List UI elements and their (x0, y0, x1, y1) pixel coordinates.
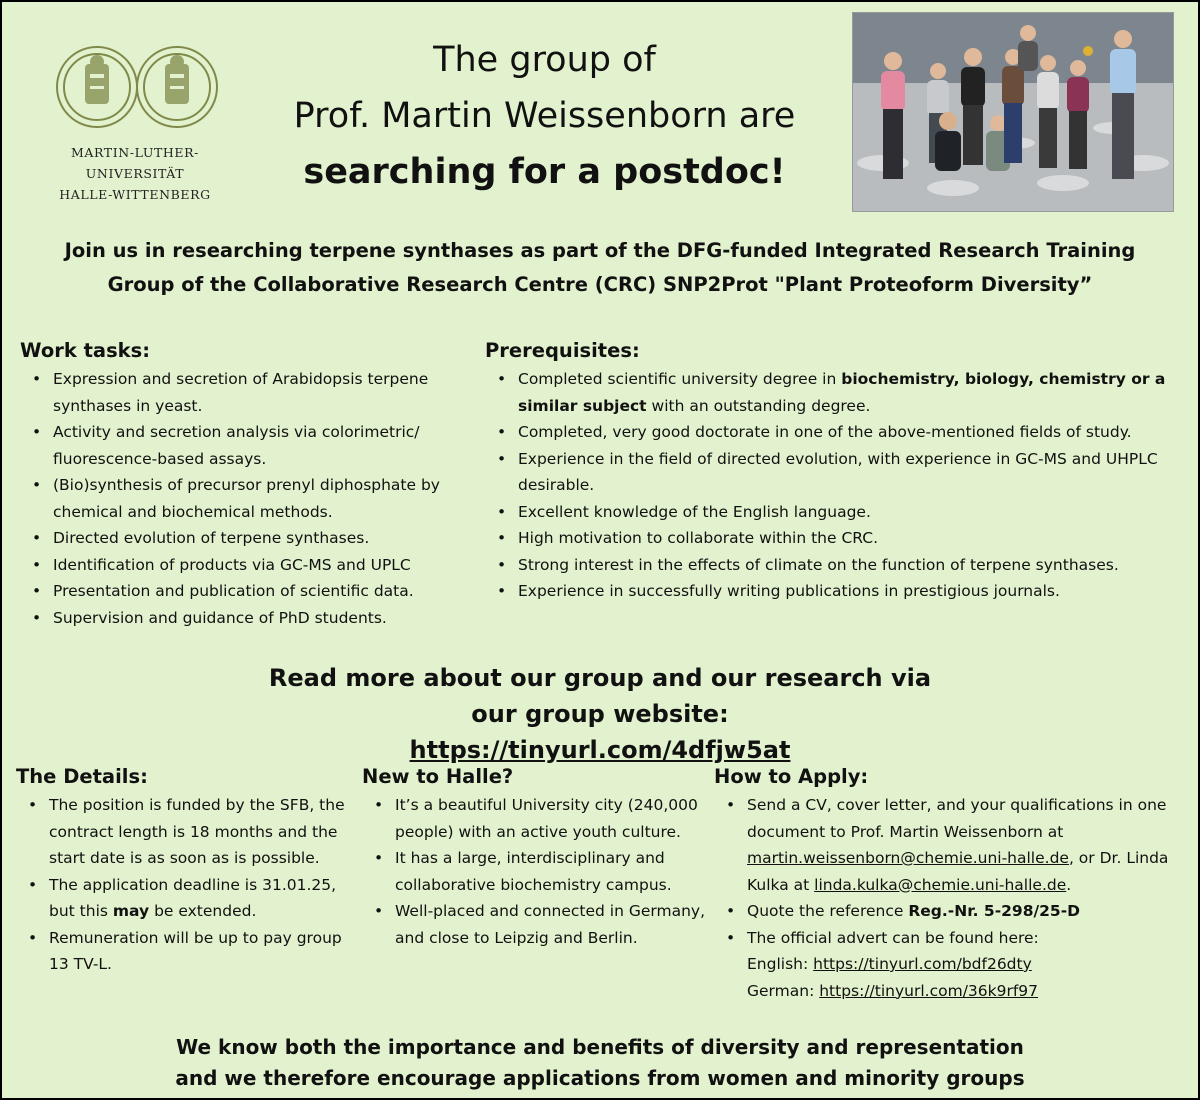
work-tasks-list (20, 366, 475, 631)
halle-title: New to Halle? (362, 765, 514, 788)
apply-title: How to Apply: (714, 765, 869, 788)
list-item: • High motivation to collaborate within the CRC. (485, 525, 1190, 552)
prerequisites-list (485, 366, 1190, 605)
headline (257, 32, 832, 200)
list-item: • Well-placed and connected in Germany, and close to Leipzig and Berlin. (362, 898, 712, 951)
apply-item3: The official advert can be found here: (747, 928, 1039, 947)
email-link-kulka[interactable]: linda.kulka@chemie.uni-halle.de (814, 875, 1067, 894)
prereq-item1-post: with an outstanding degree. (646, 396, 871, 415)
read-more-line1: Read more about our group and our research via (268, 664, 932, 692)
work-tasks-title: Work tasks: (20, 339, 151, 362)
headline-line1: The group of (433, 40, 656, 80)
details-item2-post: be extended. (149, 902, 257, 920)
list-item: • Directed evolution of terpene synthases. (20, 525, 475, 552)
details-item2-bold: may (112, 902, 150, 920)
apply-item1-pre: Send a CV, cover letter, and your qualifications in one document to Prof. Martin Weissenborn at (747, 796, 1167, 841)
prereq-item1-bold: biochemistry, biology, chemistry or a similar subject (518, 370, 1166, 415)
list-item: • It’s a beautiful University city (240,000 people) with an active youth culture. (362, 792, 712, 845)
list-item (714, 898, 1198, 925)
list-item: • Identification of products via GC-MS and UPLC (20, 552, 475, 579)
details-item2-pre: The application deadline is 31.01.25, but this (49, 875, 337, 920)
german-advert (747, 978, 1198, 1005)
diversity-statement (2, 1032, 1198, 1094)
halle-list (362, 792, 712, 951)
details-section (16, 764, 361, 978)
work-tasks-section (20, 338, 475, 631)
list-item: • It has a large, interdisciplinary and collaborative biochemistry campus. (362, 845, 712, 898)
list-item: • Expression and secretion of Arabidopsis terpene synthases in yeast. (20, 366, 475, 419)
university-seal-icon (52, 42, 222, 132)
list-item: • (Bio)synthesis of precursor prenyl diphosphate by chemical and biochemical methods. (20, 472, 475, 525)
list-item (714, 925, 1198, 1005)
intro-line1: Join us in researching terpene synthases as part of the DFG-funded Integrated Research Training (64, 239, 1136, 262)
apply-item1-mid: , or Dr. Linda Kulka at (747, 849, 1169, 894)
prereq-item1-pre: Completed scientific university degree in (518, 370, 842, 388)
english-label: English: (747, 955, 814, 973)
email-link-weissenborn[interactable]: martin.weissenborn@chemie.uni-halle.de (747, 849, 1069, 867)
intro-text (2, 234, 1198, 302)
german-advert-link[interactable]: https://tinyurl.com/36k9rf97 (819, 981, 1039, 1000)
university-logo (30, 42, 240, 202)
list-item: • Remuneration will be up to pay group 13 TV-L. (16, 925, 361, 978)
list-item: • Strong interest in the effects of climate on the function of terpene synthases. (485, 552, 1190, 579)
list-item: • Activity and secretion analysis via colorimetric/ fluorescence-based assays. (20, 419, 475, 472)
university-name-line1: MARTIN-LUTHER-UNIVERSITÄT (70, 145, 199, 181)
list-item: • Experience in successfully writing publications in prestigious journals. (485, 578, 1190, 605)
list-item: • The position is funded by the SFB, the contract length is 18 months and the start date is as soon as is possible. (16, 792, 361, 872)
details-list (16, 792, 361, 978)
list-item: • Completed, very good doctorate in one of the above-mentioned fields of study. (485, 419, 1190, 446)
details-title: The Details: (16, 765, 148, 788)
how-to-apply-section (714, 764, 1198, 1004)
list-item: • Experience in the field of directed evolution, with experience in GC-MS and UHPLC desirable. (485, 446, 1190, 499)
list-item (16, 872, 361, 925)
footer-line1: We know both the importance and benefits of diversity and representation (176, 1035, 1024, 1059)
reference-number: Reg.-Nr. 5-298/25-D (908, 902, 1081, 920)
prerequisites-title: Prerequisites: (485, 339, 640, 362)
list-item: • Presentation and publication of scientific data. (20, 578, 475, 605)
headline-line2: Prof. Martin Weissenborn are (293, 96, 796, 136)
list-item: • Supervision and guidance of PhD students. (20, 605, 475, 632)
english-advert (747, 951, 1198, 978)
read-more-prefix: our group website: (471, 700, 729, 728)
headline-line3: searching for a postdoc! (303, 152, 786, 192)
read-more (2, 660, 1198, 768)
german-label: German: (747, 981, 820, 1000)
group-photo (852, 12, 1174, 212)
intro-line2: Group of the Collaborative Research Centre (CRC) SNP2Prot "Plant Proteoform Diversity” (107, 273, 1093, 296)
apply-list (714, 792, 1198, 1004)
english-advert-link[interactable]: https://tinyurl.com/bdf26dty (813, 955, 1032, 973)
university-name-line2: HALLE-WITTENBERG (59, 187, 211, 202)
list-item (714, 792, 1198, 898)
apply-item1-post: . (1066, 875, 1072, 894)
read-more-line2 (2, 696, 1198, 768)
list-item: • Excellent knowledge of the English language. (485, 499, 1190, 526)
new-to-halle-section (362, 764, 712, 951)
footer-line2: and we therefore encourage applications from women and minority groups (175, 1066, 1025, 1090)
list-item (485, 366, 1190, 419)
apply-item2-pre: Quote the reference (747, 902, 909, 920)
group-website-link[interactable]: https://tinyurl.com/4dfjw5at (409, 736, 791, 764)
prerequisites-section (485, 338, 1190, 605)
